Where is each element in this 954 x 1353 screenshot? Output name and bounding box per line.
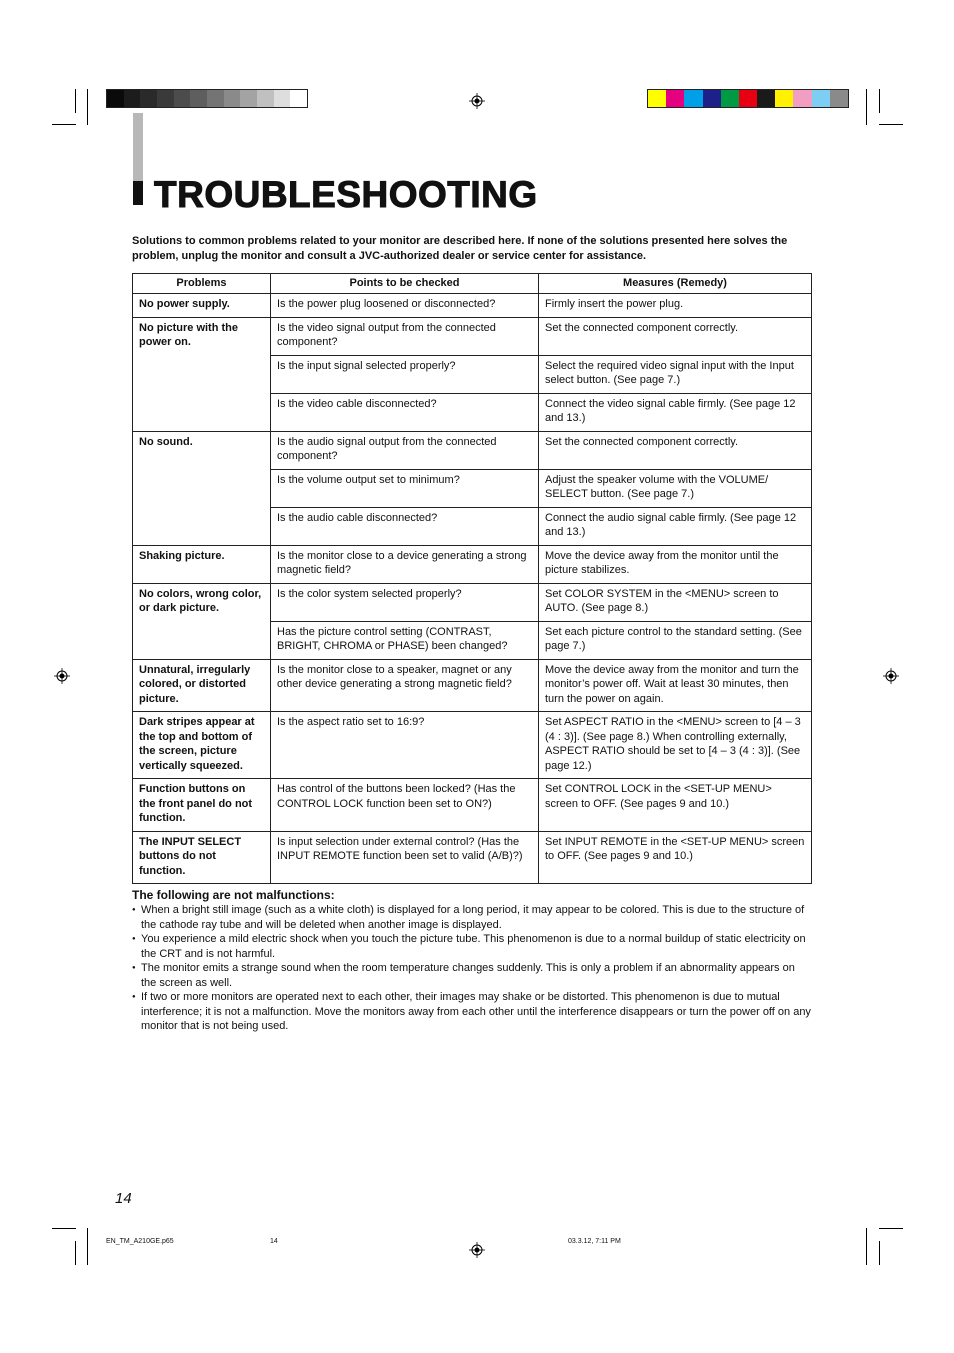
color-swatch [174, 90, 191, 107]
intro-paragraph: Solutions to common problems related to your monitor are described here. If none of the solutions presented here solves the problem, unplug the monitor and consult a JVC-authorized dealer or service center for assistance. [132, 235, 788, 262]
crop-mark [87, 1228, 88, 1265]
remedy-cell: Set each picture control to the standard setting. (See page 7.) [539, 621, 812, 659]
table-row [133, 294, 812, 318]
color-swatch [274, 90, 291, 107]
problem-cell: Shaking picture. [133, 545, 271, 583]
check-cell: Is the video signal output from the connected component? [271, 317, 539, 355]
table-row [133, 712, 812, 779]
crop-mark [75, 89, 76, 113]
check-cell: Has the picture control setting (CONTRAST, BRIGHT, CHROMA or PHASE) been changed? [271, 621, 539, 659]
crop-mark [879, 1228, 903, 1229]
notes-heading: The following are not malfunctions: [132, 888, 335, 902]
table-row [133, 317, 812, 355]
check-cell: Is the audio cable disconnected? [271, 507, 539, 545]
footer-timestamp: 03.3.12, 7:11 PM [568, 1238, 621, 1245]
list-item: ● You experience a mild electric shock when you touch the picture tube. This phenomenon is due to a normal buildup of static electricity on the CRT and is not harmful. [132, 932, 812, 961]
page-title: TROUBLESHOOTING [154, 174, 538, 215]
problem-cell: The INPUT SELECT buttons do not function. [133, 831, 271, 884]
color-swatch [648, 90, 666, 107]
grayscale-color-bar [106, 89, 308, 108]
section-gray-strip [133, 113, 143, 183]
remedy-cell: Set CONTROL LOCK in the <SET-UP MENU> screen to OFF. (See pages 9 and 10.) [539, 779, 812, 832]
table-row [133, 545, 812, 583]
remedy-cell: Move the device away from the monitor and turn the monitor’s power off. Wait at least 30 minutes, then turn the power on again. [539, 659, 812, 712]
crop-mark [52, 124, 76, 125]
problem-cell: No picture with the power on. [133, 317, 271, 431]
color-swatch [793, 90, 811, 107]
color-swatch [190, 90, 207, 107]
footer-page: 14 [270, 1238, 278, 1245]
check-cell: Is the monitor close to a speaker, magnet or any other device generating a strong magnetic field? [271, 659, 539, 712]
color-swatch [684, 90, 702, 107]
color-swatch [775, 90, 793, 107]
check-cell: Is the video cable disconnected? [271, 393, 539, 431]
footer-file: EN_TM_A210GE.p65 [106, 1238, 174, 1245]
list-item: ● The monitor emits a strange sound when the room temperature changes suddenly. This is only a problem if an abnormality appears on the screen as well. [132, 961, 812, 990]
registration-target-icon [883, 668, 899, 684]
check-cell: Is the color system selected properly? [271, 583, 539, 621]
crop-mark [866, 1228, 867, 1265]
color-swatch [703, 90, 721, 107]
check-cell: Is the aspect ratio set to 16:9? [271, 712, 539, 779]
problem-cell: Function buttons on the front panel do not function. [133, 779, 271, 832]
list-item: ● When a bright still image (such as a white cloth) is displayed for a long period, it may appear to be colored. This is due to the structure of the cathode ray tube and will be deleted when another image is displayed. [132, 903, 812, 932]
remedy-cell: Set COLOR SYSTEM in the <MENU> screen to AUTO. (See page 8.) [539, 583, 812, 621]
table-row [133, 659, 812, 712]
crop-mark [866, 89, 867, 125]
table-row [133, 431, 812, 469]
color-swatch [290, 90, 307, 107]
problem-cell: No sound. [133, 431, 271, 545]
remedy-cell: Set the connected component correctly. [539, 431, 812, 469]
check-cell: Is the audio signal output from the connected component? [271, 431, 539, 469]
check-cell: Has control of the buttons been locked? (Has the CONTROL LOCK function been set to ON?) [271, 779, 539, 832]
list-item: ● If two or more monitors are operated next to each other, their images may shake or be distorted. This phenomenon is due to mutual interference; it is not a malfunction. Move the monitors away from each other until the interference disappears or turn the power off on any monitor that is not being used. [132, 990, 812, 1034]
color-swatch [107, 90, 124, 107]
crop-mark [52, 1228, 76, 1229]
check-cell: Is input selection under external control? (Has the INPUT REMOTE function been set to valid (A/B)?) [271, 831, 539, 884]
troubleshooting-table [132, 273, 812, 884]
remedy-cell: Connect the audio signal cable firmly. (See page 12 and 13.) [539, 507, 812, 545]
color-swatch [207, 90, 224, 107]
color-swatch [257, 90, 274, 107]
remedy-cell: Select the required video signal input with the Input select button. (See page 7.) [539, 355, 812, 393]
problem-cell: No power supply. [133, 294, 271, 318]
color-swatch [666, 90, 684, 107]
remedy-cell: Move the device away from the monitor until the picture stabilizes. [539, 545, 812, 583]
color-swatch [812, 90, 830, 107]
check-cell: Is the volume output set to minimum? [271, 469, 539, 507]
problem-cell: Dark stripes appear at the top and bottom of the screen, picture vertically squeezed. [133, 712, 271, 779]
table-row [133, 779, 812, 832]
table-row [133, 583, 812, 621]
crop-mark [879, 124, 903, 125]
color-swatch [739, 90, 757, 107]
column-header-problems: Problems [133, 274, 271, 294]
remedy-cell: Set ASPECT RATIO in the <MENU> screen to [4 – 3 (4 : 3)]. (See page 8.) When controlling externally, ASPECT RATIO should be set to [4 – 3 (4 : 3)]. (See page 12.) [539, 712, 812, 779]
crop-mark [87, 89, 88, 125]
color-swatch [830, 90, 848, 107]
color-swatch [757, 90, 775, 107]
remedy-cell: Connect the video signal cable firmly. (See page 12 and 13.) [539, 393, 812, 431]
table-row [133, 831, 812, 884]
check-cell: Is the input signal selected properly? [271, 355, 539, 393]
crop-mark [879, 89, 880, 113]
problem-cell: Unnatural, irregularly colored, or distorted picture. [133, 659, 271, 712]
column-header-measures: Measures (Remedy) [539, 274, 812, 294]
page-number: 14 [115, 1190, 132, 1207]
title-marker [133, 181, 143, 205]
remedy-cell: Set INPUT REMOTE in the <SET-UP MENU> screen to OFF. (See pages 9 and 10.) [539, 831, 812, 884]
color-swatch [140, 90, 157, 107]
check-cell: Is the monitor close to a device generating a strong magnetic field? [271, 545, 539, 583]
column-header-points: Points to be checked [271, 274, 539, 294]
color-swatch [124, 90, 141, 107]
registration-target-icon [54, 668, 70, 684]
remedy-cell: Adjust the speaker volume with the VOLUME/ SELECT button. (See page 7.) [539, 469, 812, 507]
remedy-cell: Firmly insert the power plug. [539, 294, 812, 318]
table-header-row [133, 274, 812, 294]
problem-cell: No colors, wrong color, or dark picture. [133, 583, 271, 659]
process-color-bar [647, 89, 849, 108]
registration-target-icon [469, 1242, 485, 1258]
color-swatch [224, 90, 241, 107]
check-cell: Is the power plug loosened or disconnected? [271, 294, 539, 318]
color-swatch [721, 90, 739, 107]
color-swatch [157, 90, 174, 107]
remedy-cell: Set the connected component correctly. [539, 317, 812, 355]
crop-mark [879, 1241, 880, 1265]
notes-list [132, 903, 812, 1034]
registration-target-icon [469, 93, 485, 109]
crop-mark [75, 1241, 76, 1265]
color-swatch [240, 90, 257, 107]
